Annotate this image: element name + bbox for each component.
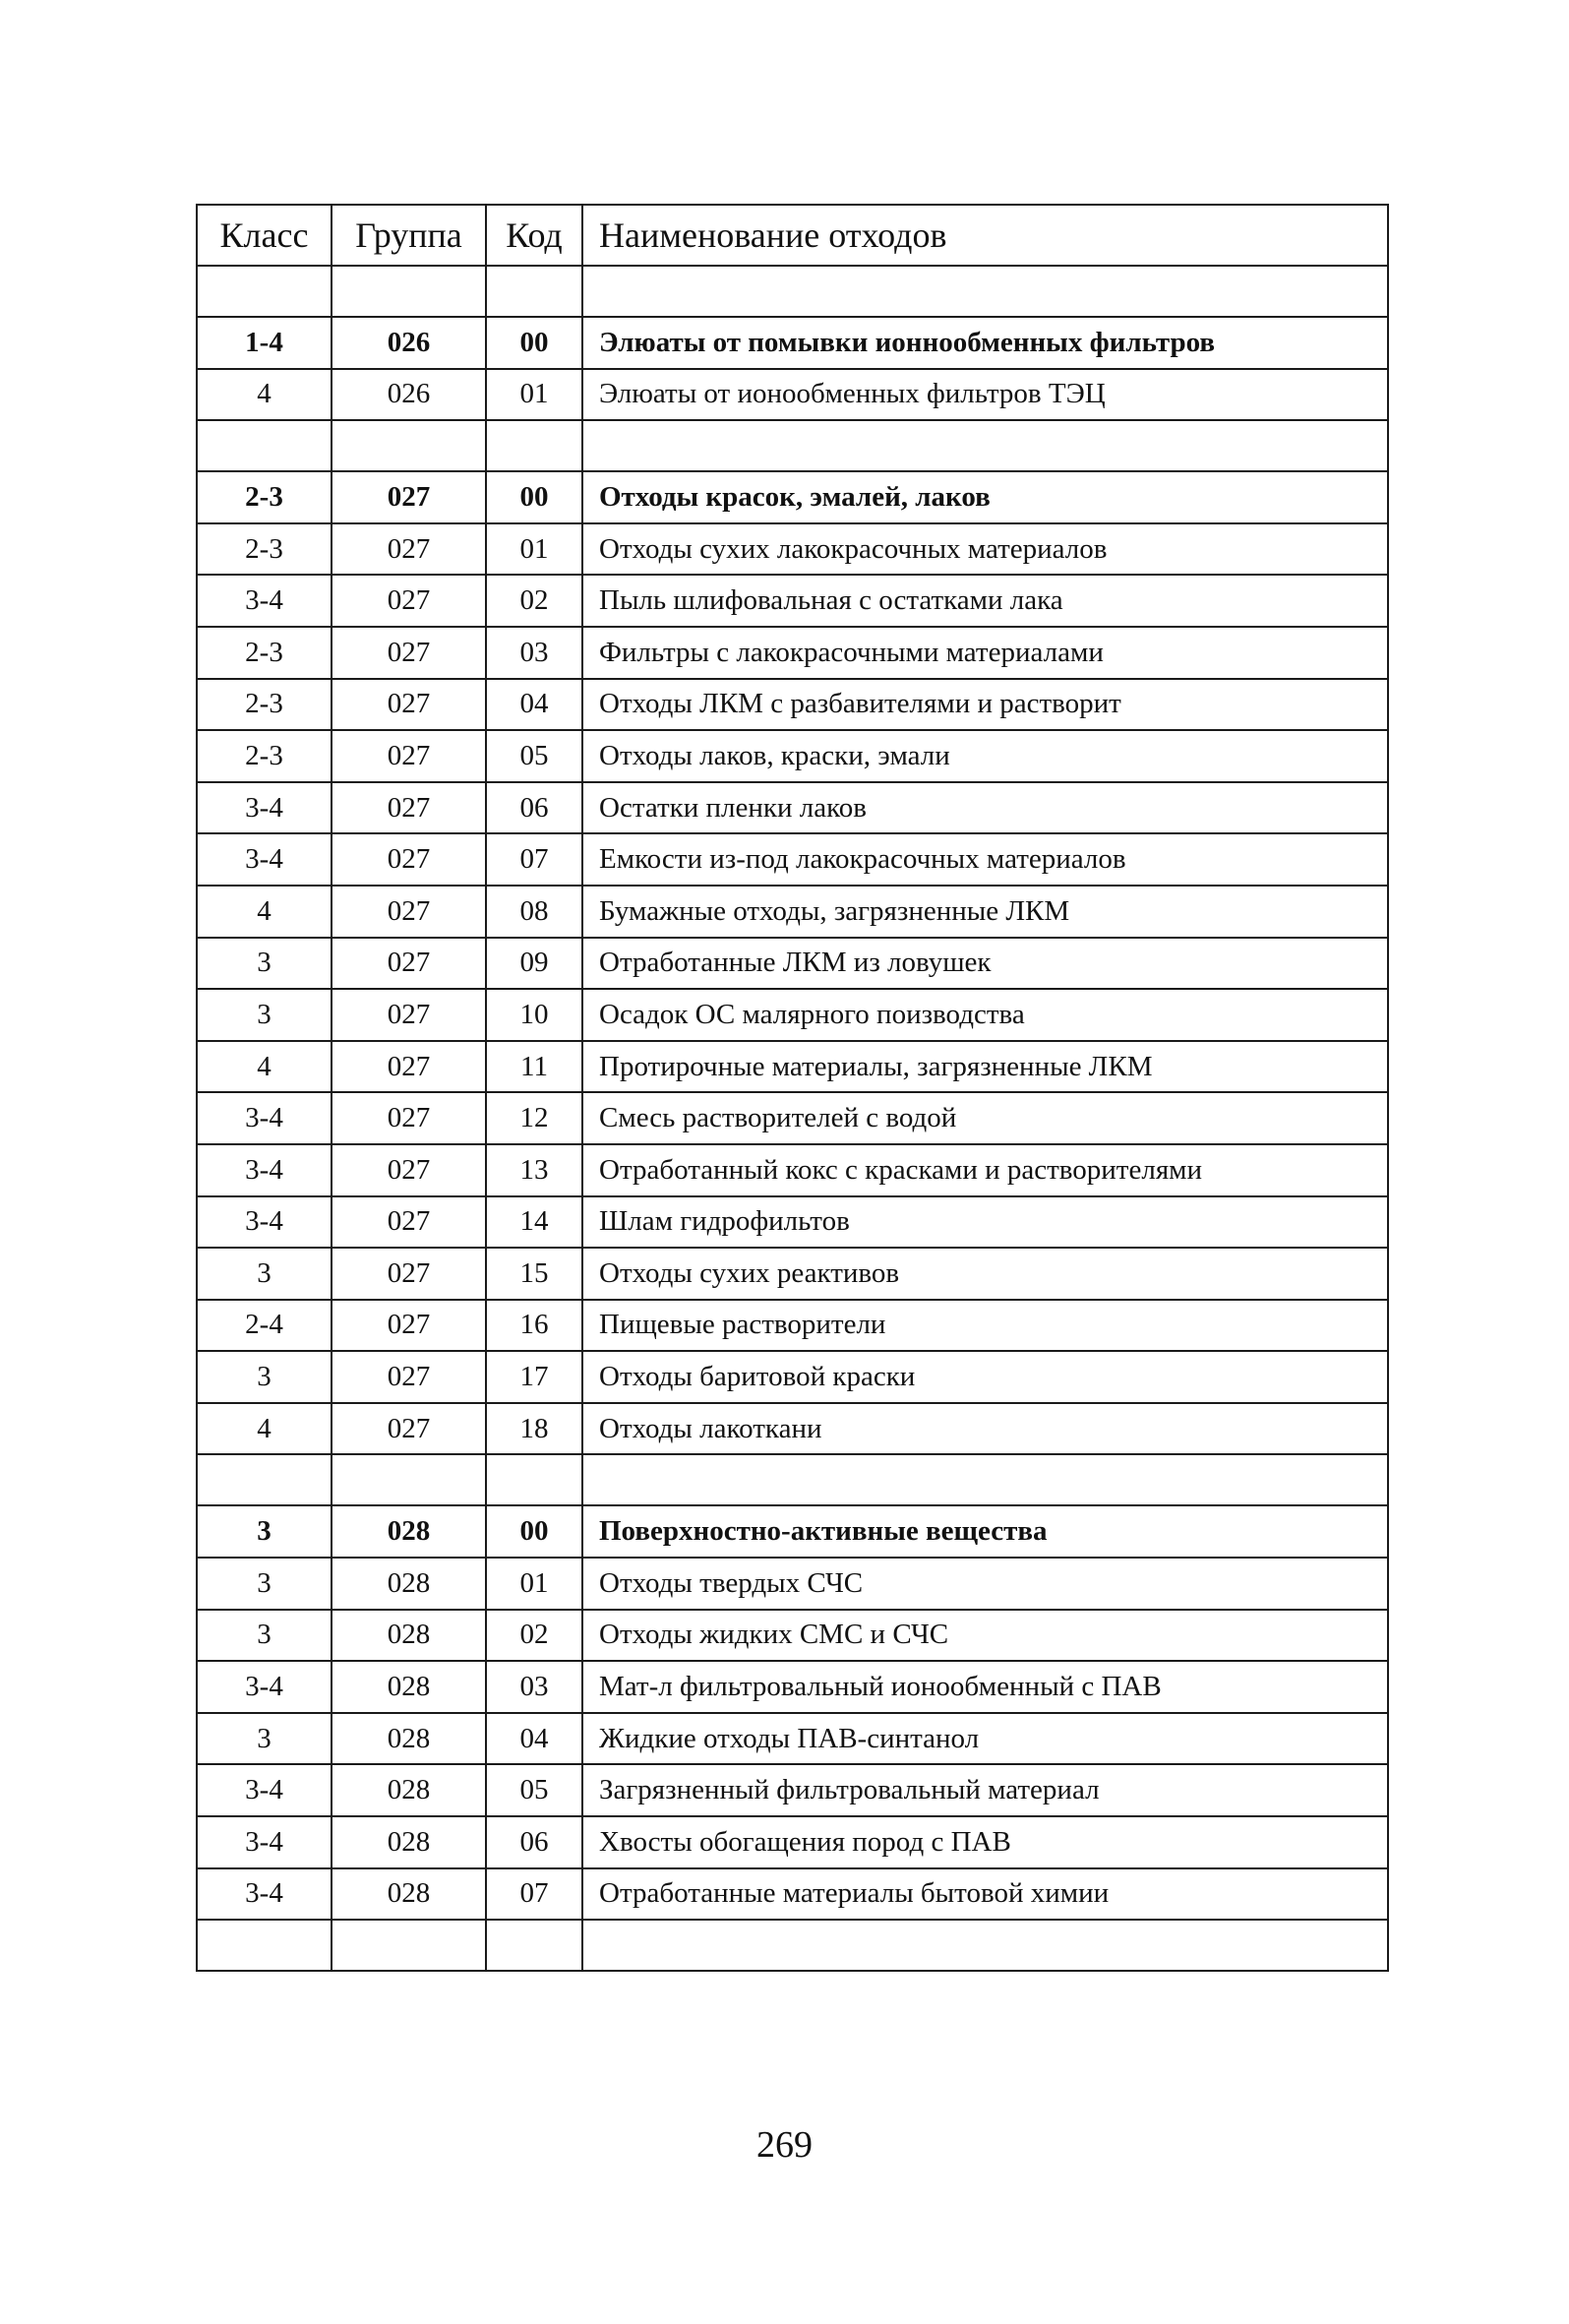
cell-name: Элюаты от помывки ионнообменных фильтров [582, 317, 1388, 369]
cell-group: 026 [332, 317, 486, 369]
cell-name: Отходы баритовой краски [582, 1351, 1388, 1403]
cell-class: 2-3 [197, 627, 332, 679]
cell-name: Емкости из-под лакокрасочных материалов [582, 833, 1388, 886]
cell-name: Отходы красок, эмалей, лаков [582, 471, 1388, 523]
cell-name: Отходы сухих реактивов [582, 1248, 1388, 1300]
waste-classification-table [196, 204, 1389, 1972]
cell-name: Бумажные отходы, загрязненные ЛКМ [582, 886, 1388, 938]
cell-class: 3-4 [197, 1196, 332, 1249]
cell-name: Жидкие отходы ПАВ-синтанол [582, 1713, 1388, 1765]
empty-cell [486, 266, 582, 317]
table-row [197, 1041, 1388, 1093]
cell-group: 027 [332, 938, 486, 990]
cell-class: 3-4 [197, 575, 332, 627]
cell-code: 10 [486, 989, 582, 1041]
cell-code: 00 [486, 1505, 582, 1558]
table-row [197, 1764, 1388, 1816]
cell-group: 027 [332, 1403, 486, 1455]
cell-code: 05 [486, 730, 582, 782]
table-row [197, 730, 1388, 782]
empty-cell [486, 1920, 582, 1971]
cell-class: 2-3 [197, 523, 332, 576]
cell-name: Элюаты от ионообменных фильтров ТЭЦ [582, 369, 1388, 421]
table-row [197, 1351, 1388, 1403]
page-number: 269 [756, 2124, 813, 2166]
cell-group: 028 [332, 1868, 486, 1921]
cell-class: 4 [197, 1041, 332, 1093]
empty-cell [332, 420, 486, 471]
cell-group: 028 [332, 1816, 486, 1868]
empty-cell [332, 1454, 486, 1505]
cell-code: 15 [486, 1248, 582, 1300]
cell-code: 13 [486, 1144, 582, 1196]
cell-group: 028 [332, 1661, 486, 1713]
empty-cell [486, 1454, 582, 1505]
cell-code: 04 [486, 679, 582, 731]
table-row [197, 833, 1388, 886]
cell-name: Загрязненный фильтровальный материал [582, 1764, 1388, 1816]
header-row [197, 205, 1388, 266]
cell-class: 3 [197, 1248, 332, 1300]
cell-code: 01 [486, 369, 582, 421]
cell-class: 4 [197, 369, 332, 421]
cell-name: Отходы жидких СМС и СЧС [582, 1610, 1388, 1662]
cell-name: Шлам гидрофильтов [582, 1196, 1388, 1249]
table-row [197, 1713, 1388, 1765]
cell-group: 027 [332, 730, 486, 782]
cell-code: 01 [486, 523, 582, 576]
cell-name: Смесь растворителей с водой [582, 1092, 1388, 1144]
cell-name: Хвосты обогащения пород с ПАВ [582, 1816, 1388, 1868]
cell-name: Пищевые растворители [582, 1300, 1388, 1352]
cell-code: 16 [486, 1300, 582, 1352]
cell-name: Отходы лаков, краски, эмали [582, 730, 1388, 782]
cell-code: 18 [486, 1403, 582, 1455]
cell-class: 3 [197, 1505, 332, 1558]
cell-name: Пыль шлифовальная с остатками лака [582, 575, 1388, 627]
empty-cell [197, 266, 332, 317]
cell-group: 027 [332, 523, 486, 576]
cell-group: 028 [332, 1764, 486, 1816]
empty-cell [486, 420, 582, 471]
table-row [197, 1558, 1388, 1610]
cell-group: 027 [332, 1092, 486, 1144]
cell-name: Поверхностно-активные вещества [582, 1505, 1388, 1558]
empty-cell [197, 1920, 332, 1971]
cell-class: 3 [197, 1610, 332, 1662]
cell-code: 07 [486, 1868, 582, 1921]
table-row [197, 1144, 1388, 1196]
table-row [197, 1661, 1388, 1713]
cell-group: 027 [332, 1041, 486, 1093]
cell-code: 14 [486, 1196, 582, 1249]
cell-class: 4 [197, 886, 332, 938]
cell-name: Отработанные ЛКМ из ловушек [582, 938, 1388, 990]
cell-code: 17 [486, 1351, 582, 1403]
header-code: Код [486, 205, 582, 266]
table-row [197, 1868, 1388, 1921]
table-row [197, 989, 1388, 1041]
cell-class: 3 [197, 989, 332, 1041]
group-heading-row [197, 1505, 1388, 1558]
table-header [197, 205, 1388, 266]
cell-name: Мат-л фильтровальный ионообменный с ПАВ [582, 1661, 1388, 1713]
cell-name: Осадок ОС малярного поизводства [582, 989, 1388, 1041]
table-row [197, 1816, 1388, 1868]
cell-class: 3-4 [197, 1816, 332, 1868]
cell-class: 3 [197, 1713, 332, 1765]
cell-name: Отработанные материалы бытовой химии [582, 1868, 1388, 1921]
cell-group: 027 [332, 575, 486, 627]
cell-name: Отработанный кокс с красками и растворителями [582, 1144, 1388, 1196]
cell-group: 027 [332, 886, 486, 938]
cell-code: 05 [486, 1764, 582, 1816]
cell-code: 04 [486, 1713, 582, 1765]
cell-group: 027 [332, 679, 486, 731]
empty-cell [582, 1920, 1388, 1971]
cell-class: 3 [197, 938, 332, 990]
cell-group: 027 [332, 989, 486, 1041]
cell-name: Фильтры с лакокрасочными материалами [582, 627, 1388, 679]
empty-row [197, 266, 1388, 317]
table-row [197, 523, 1388, 576]
cell-code: 11 [486, 1041, 582, 1093]
cell-class: 3-4 [197, 1092, 332, 1144]
empty-cell [197, 420, 332, 471]
table-row [197, 1610, 1388, 1662]
cell-group: 027 [332, 1300, 486, 1352]
cell-group: 027 [332, 471, 486, 523]
cell-name: Отходы ЛКМ с разбавителями и растворит [582, 679, 1388, 731]
cell-class: 4 [197, 1403, 332, 1455]
cell-code: 03 [486, 1661, 582, 1713]
cell-group: 028 [332, 1558, 486, 1610]
empty-cell [332, 1920, 486, 1971]
cell-group: 028 [332, 1505, 486, 1558]
cell-code: 01 [486, 1558, 582, 1610]
cell-code: 06 [486, 782, 582, 834]
table-row [197, 782, 1388, 834]
table-row [197, 1092, 1388, 1144]
cell-class: 2-4 [197, 1300, 332, 1352]
empty-row [197, 1454, 1388, 1505]
table-row [197, 938, 1388, 990]
table-row [197, 1248, 1388, 1300]
cell-name: Отходы сухих лакокрасочных материалов [582, 523, 1388, 576]
empty-cell [582, 1454, 1388, 1505]
empty-cell [197, 1454, 332, 1505]
cell-code: 03 [486, 627, 582, 679]
header-name: Наименование отходов [582, 205, 1388, 266]
table-row [197, 369, 1388, 421]
cell-name: Остатки пленки лаков [582, 782, 1388, 834]
cell-name: Отходы твердых СЧС [582, 1558, 1388, 1610]
table-body [197, 266, 1388, 1971]
cell-code: 07 [486, 833, 582, 886]
table-row [197, 679, 1388, 731]
table-row [197, 575, 1388, 627]
group-heading-row [197, 317, 1388, 369]
cell-class: 3-4 [197, 1868, 332, 1921]
cell-code: 02 [486, 1610, 582, 1662]
cell-group: 027 [332, 782, 486, 834]
cell-group: 027 [332, 833, 486, 886]
empty-cell [582, 420, 1388, 471]
cell-group: 026 [332, 369, 486, 421]
empty-cell [332, 266, 486, 317]
cell-group: 027 [332, 1144, 486, 1196]
cell-class: 3-4 [197, 833, 332, 886]
cell-name: Отходы лакоткани [582, 1403, 1388, 1455]
header-class: Класс [197, 205, 332, 266]
cell-code: 12 [486, 1092, 582, 1144]
cell-group: 027 [332, 1196, 486, 1249]
cell-group: 027 [332, 627, 486, 679]
cell-group: 027 [332, 1248, 486, 1300]
empty-row [197, 1920, 1388, 1971]
cell-group: 028 [332, 1713, 486, 1765]
cell-class: 3-4 [197, 1144, 332, 1196]
cell-class: 1-4 [197, 317, 332, 369]
cell-class: 2-3 [197, 730, 332, 782]
cell-class: 3-4 [197, 1661, 332, 1713]
cell-name: Протирочные материалы, загрязненные ЛКМ [582, 1041, 1388, 1093]
cell-code: 00 [486, 317, 582, 369]
cell-group: 027 [332, 1351, 486, 1403]
table-row [197, 1403, 1388, 1455]
table-row [197, 886, 1388, 938]
cell-class: 3-4 [197, 1764, 332, 1816]
empty-cell [582, 266, 1388, 317]
table-row [197, 1300, 1388, 1352]
cell-class: 3-4 [197, 782, 332, 834]
table-row [197, 627, 1388, 679]
cell-class: 3 [197, 1351, 332, 1403]
cell-class: 2-3 [197, 679, 332, 731]
cell-code: 08 [486, 886, 582, 938]
cell-class: 3 [197, 1558, 332, 1610]
cell-code: 00 [486, 471, 582, 523]
header-group: Группа [332, 205, 486, 266]
cell-code: 09 [486, 938, 582, 990]
empty-row [197, 420, 1388, 471]
cell-class: 2-3 [197, 471, 332, 523]
cell-code: 02 [486, 575, 582, 627]
table-row [197, 1196, 1388, 1249]
group-heading-row [197, 471, 1388, 523]
cell-code: 06 [486, 1816, 582, 1868]
cell-group: 028 [332, 1610, 486, 1662]
